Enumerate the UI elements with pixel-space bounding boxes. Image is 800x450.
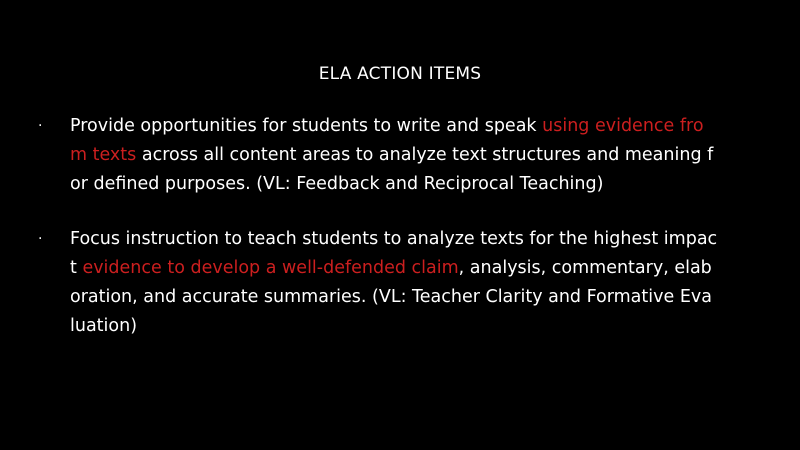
highlighted-text-run: using evidence fro — [542, 116, 704, 136]
text-run: t — [70, 258, 83, 278]
bullet-line — [70, 225, 782, 254]
text-run: across all content areas to analyze text structures and meaning f — [136, 145, 714, 165]
bullet-line — [70, 141, 782, 170]
slide-title: ELA ACTION ITEMS — [318, 64, 482, 84]
bullet-line — [70, 283, 782, 312]
bullet-text — [70, 112, 782, 199]
text-run: Focus instruction to teach students to analyze texts for the highest impac — [70, 229, 718, 249]
bullet-line — [70, 254, 782, 283]
highlighted-text-run: evidence to develop a well-defended claim — [82, 258, 459, 278]
text-run: or defined purposes. (VL: Feedback and Reciprocal Teaching) — [70, 174, 604, 194]
bullet-icon: · — [38, 118, 43, 134]
bullet-line — [70, 312, 782, 341]
bullet-line — [70, 170, 782, 199]
highlighted-text-run: m texts — [70, 145, 137, 165]
text-run: Provide opportunities for students to write and speak — [70, 116, 543, 136]
bullet-icon: · — [38, 231, 43, 247]
bullet-line — [70, 112, 782, 141]
text-run: oration, and accurate summaries. (VL: Teacher Clarity and Formative Eva — [70, 287, 712, 307]
text-run: luation) — [70, 316, 138, 336]
bullet-text — [70, 225, 782, 341]
text-run: , analysis, commentary, elab — [458, 258, 712, 278]
